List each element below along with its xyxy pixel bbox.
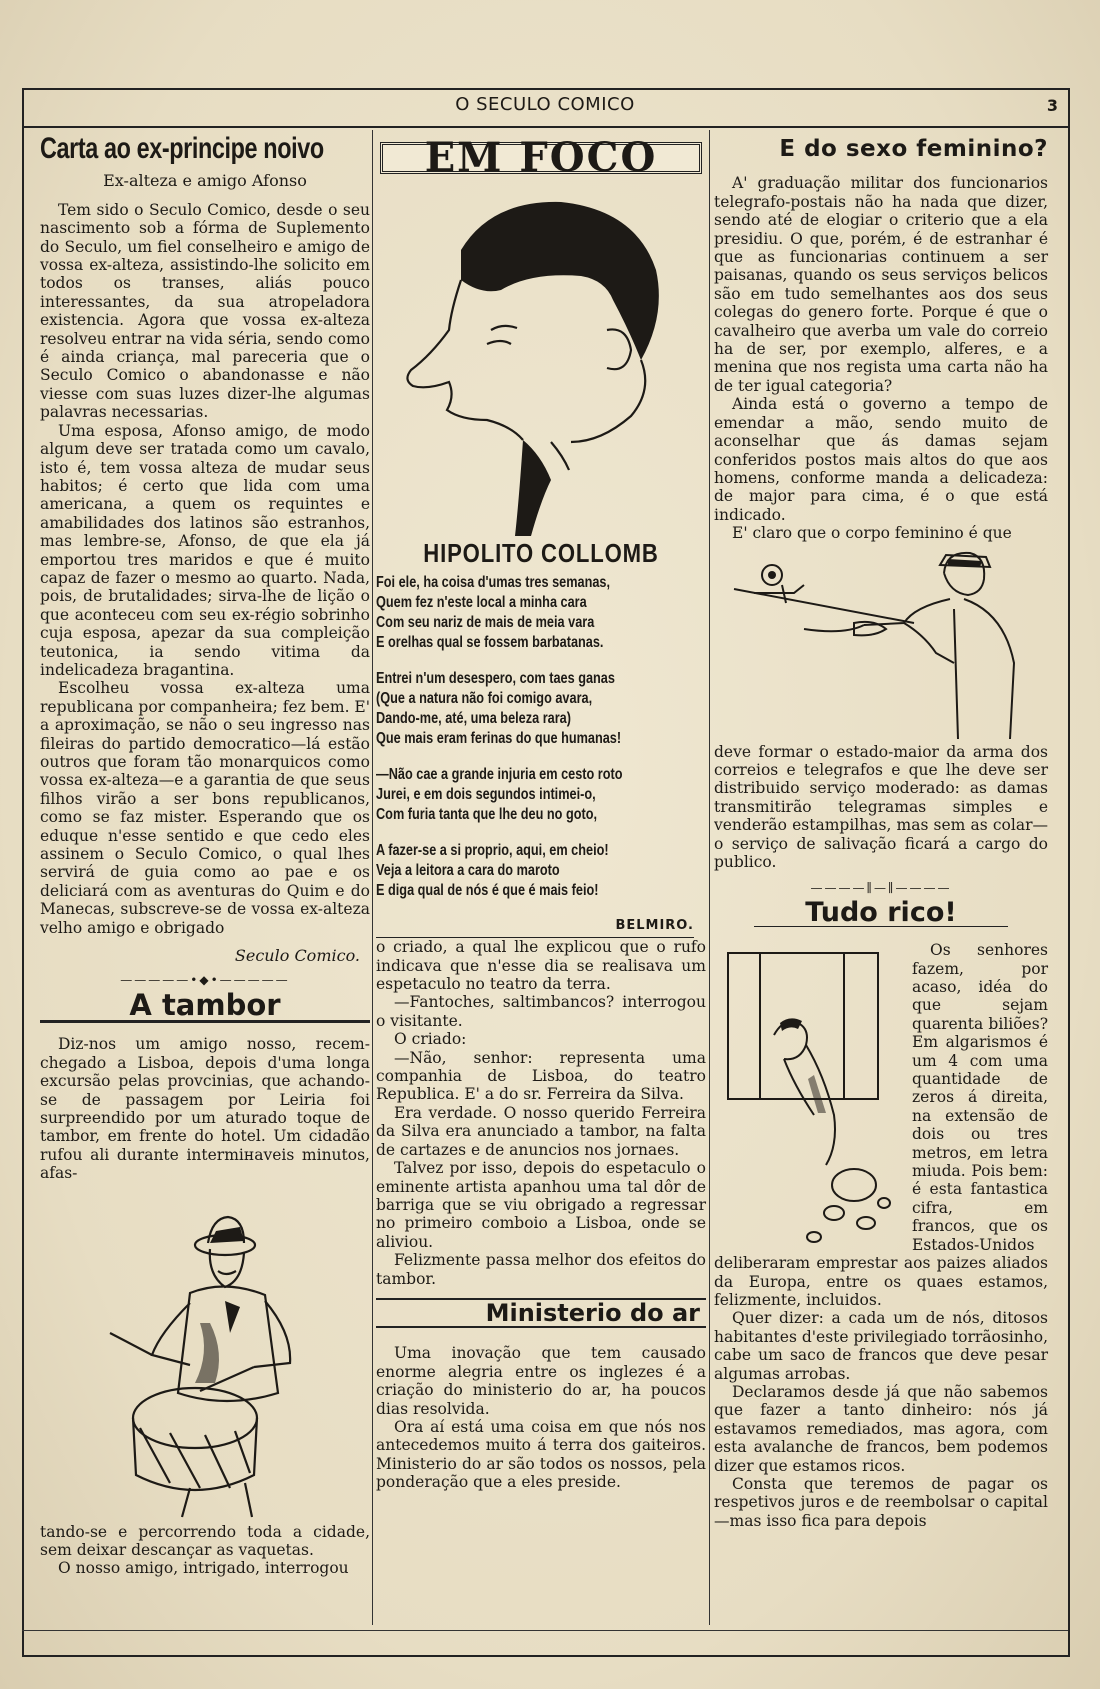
poem-line: Que mais eram ferinas do que humanas! xyxy=(376,729,622,747)
page-header xyxy=(22,88,1068,128)
tambor-continued-paragraph: O criado: xyxy=(394,1030,467,1049)
newspaper-title: O SECULO COMICO xyxy=(455,94,635,115)
portrait-caption: HIPOLITO COLLOMB xyxy=(423,538,659,569)
tambor-continued-paragraph: Talvez por isso, depois do espetaculo o eminente artista apanhou uma tal dôr de barriga que se viu obrigado a regressar no primeiro comboio a Lisboa, onde se aliviou. xyxy=(376,1159,706,1251)
tudo-paragraph: Quer dizer: a cada um de nós, ditosos habitantes d'este privilegiado torrãosinho, cabe um saco de francos que deve pesar algumas arrobas. xyxy=(714,1309,1048,1383)
tambor-continued-paragraph: o criado, a qual lhe explicou que o rufo indicava que n'esse dia se realisava um espetaculo no teatro da terra. xyxy=(376,938,706,994)
tambor-headline: A tambor xyxy=(129,987,281,1022)
poem-line: Dando-me, até, uma beleza rara) xyxy=(376,709,571,727)
column-divider xyxy=(709,130,710,1625)
sexo-paragraph: E' claro que o corpo feminino é que xyxy=(732,524,1012,543)
ministerio-paragraph: Ora aí está uma coisa em que nós nos antecedemos muito á terra dos gaiteiros. Ministerio do ar são todos os nossos, pela ponderação que a eles preside. xyxy=(376,1417,706,1492)
ornament-divider: ————∥—∥———— xyxy=(810,881,952,896)
tambor-continued-paragraph: —Não, senhor: representa uma companhia de Lisboa, do teatro Republica. E' a do sr. Ferreira da Silva. xyxy=(376,1048,706,1104)
drummer-illustration xyxy=(40,1183,370,1523)
poem-line: A fazer-se a si proprio, aqui, em cheio! xyxy=(376,841,609,859)
poem-line: Veja a leitora a cara do maroto xyxy=(376,861,560,879)
poem-stanza xyxy=(376,573,647,653)
poem-line: Jurei, e em dois segundos intimei-o, xyxy=(376,785,596,803)
ministerio-paragraph: Uma inovação que tem causado enorme alegria entre os inglezes é a criação do ministerio do ar, ha poucos dias resolvida. xyxy=(376,1344,706,1418)
carta-paragraph: Uma esposa, Afonso amigo, de modo algum deve ser tratada como um cavalo, isto é, tem vossa alteza de mudar seus habitos; é certo que lida com uma americana, a quem os requintes e amabilidades dos latinos são estranhos, mas lembre-se, Afonso, de que ela já emportou tres maridos e que é muito capaz de fazer o mesmo ao quarto. Nada, pois, de brutalidades; sirva-lhe de lição o que aconteceu com seu ex-régio sobrinho cuja esposa, apezar da sua compleição teutonica, ia sendo vitima da indelicadeza bragantina. xyxy=(40,421,370,679)
money-illustration-wrap xyxy=(714,945,904,1249)
carta-salutation: Ex-alteza e amigo Afonso xyxy=(103,171,307,191)
telegraph-illustration xyxy=(714,543,1048,743)
poem-line: Foi ele, ha coisa d'umas tres semanas, xyxy=(376,573,611,591)
column-divider xyxy=(372,130,373,1625)
carta-paragraph: Tem sido o Seculo Comico, desde o seu nascimento sob a fórma de Suplemento do Seculo, um fiel conselheiro e amigo de vossa ex-alteza, assistindo-lhe solicito em todos os transes, aliás pouco interessantes, da sua atropeladora existencia. Agora que vossa ex-alteza resolveu entrar na vida séria, sendo como é ainda criança, mal pareceria que o Seculo Comico o abandonasse e não viesse com suas luzes dizer-lhe algumas palavras necessarias. xyxy=(40,200,370,422)
caricature-portrait xyxy=(391,180,691,540)
tambor-continued-paragraph: Felizmente passa melhor dos efeitos do tambor. xyxy=(376,1251,706,1288)
tambor-continued-paragraph: —Fantoches, saltimbancos? interrogou o visitante. xyxy=(376,993,706,1030)
tambor-continued-paragraph: Era verdade. O nosso querido Ferreira da Silva era anunciado a tambor, na falta de cartazes e de anuncios nos jornaes. xyxy=(376,1103,706,1159)
column-center xyxy=(376,134,706,1492)
ornament-divider: —————•◆•————— xyxy=(120,973,290,988)
poem-stanza xyxy=(376,841,647,901)
tambor-paragraph: O nosso amigo, intrigado, interrogou xyxy=(58,1559,349,1578)
bottom-rule xyxy=(22,1630,1068,1631)
poem-line: E orelhas qual se fossem barbatanas. xyxy=(376,633,604,651)
tudo-paragraph: Consta que teremos de pagar os respetivos juros e de reembolsar o capital—mas isso fica para depois xyxy=(714,1474,1048,1530)
poem-line: —Não cae a grande injuria em cesto roto xyxy=(376,765,623,783)
poem-line: Com seu nariz de mais de meia vara xyxy=(376,613,595,631)
poem-line: Com furia tanta que lhe deu no goto, xyxy=(376,805,598,823)
page-number: 3 xyxy=(1046,96,1058,115)
sexo-headline: E do sexo feminino? xyxy=(779,136,1048,162)
poem-line: (Que a natura não foi comigo avara, xyxy=(376,689,593,707)
poem-line: Entrei n'um desespero, com taes ganas xyxy=(376,669,615,687)
money-window-illustration xyxy=(714,945,904,1245)
poem-line: E diga qual de nós é que é mais feio! xyxy=(376,881,599,899)
em-foco-title: EM FOCO xyxy=(380,142,702,174)
sexo-paragraph: Ainda está o governo a tempo de emendar a mão, sendo muito de aconselhar que ás damas sejam conferidos postos mais altos do que aos homens, conforme manda a delicadeza: de major para cima, é o que está indicado. xyxy=(714,395,1048,524)
sexo-paragraph: deve formar o estado-maior da arma dos correios e telegrafos e que lhe deve ser distribuido serviço moderado: as damas transmitirão telegramas simples e venderão estampilhas, mas sem as colar—o serviço de salivação ficará a cargo do publico. xyxy=(714,742,1048,871)
poem xyxy=(376,573,647,901)
carta-signature: Seculo Comico. xyxy=(234,946,360,966)
poem-stanza xyxy=(376,765,647,825)
column-right xyxy=(714,136,1048,1530)
tambor-paragraph: Diz-nos um amigo nosso, recem-chegado a Lisboa, depois d'uma longa excursão pelas provcinias, que achando-se de passagem por Leiria foi surpreendido por um aturado toque de tambor, em frente do hotel. Um cidadão rufou ali durante intermінaveis minutos, afas- xyxy=(40,1035,370,1183)
carta-headline: Carta ao ex-principe noivo xyxy=(40,132,324,165)
tudo-paragraph: Declaramos desde já que não sabemos que fazer a tanto dinheiro: nós já estavamos remediados, mas agora, com esta avalanche de francos, bem podemos dizer que estamos ricos. xyxy=(714,1382,1048,1475)
tudo-paragraph: Os senhores fazem, por acaso, idéa do que sejam quarenta biliões? Em algarismos é um 4 com uma quantidade de zeros á direita, na extensão de dois ou tres metros, em letra miuda. Pois bem: é esta fantastica cifra, em francos, que os Estados-Unidos deliberaram emprestar aos paizes aliados da Europa, entre os quaes estamos, felizmente, incluidos. xyxy=(714,941,1048,1309)
column-left xyxy=(40,132,370,1578)
tambor-paragraph: tando-se e percorrendo toda a cidade, sem deixar descançar as vaquetas. xyxy=(40,1522,370,1559)
poem-stanza xyxy=(376,669,647,749)
carta-paragraph: Escolheu vossa ex-alteza uma republicana por companheira; fez bem. E' a aproximação, se não o seu ingresso nas fileiras do partido democratico—lá estão outros que foram tão monarquicos como vossa ex-alteza—e a garantia de que seus filhos virão a ser bons republicanos, como se faz mister. Esperando que os eduque n'esse sentido e que cedo eles assinem o Seculo Comico, o qual lhes servirá de guia como ao pae e os deliciará com as aventuras do Quim e do Manecas, subscreve-se de vossa ex-alteza velho amigo e obrigado xyxy=(40,679,370,937)
poem-author: BELMIRO. xyxy=(376,917,694,938)
ministerio-headline: Ministerio do ar xyxy=(376,1298,706,1328)
sexo-paragraph: A' graduação militar dos funcionarios telegrafo-postais não ha nada que dizer, sendo até de elogiar o criterio que a ela presidiu. O que, porém, é de estranhar é que as funcionarias continuem a ser paisanas, quando os seus serviços belicos são em tudo semelhantes aos dos seus colegas do genero forte. Porque é que o cavalheiro que averba um vale do correio ha de ser, por exemplo, alferes, e a menina que nos regista uma carta não ha de ter igual categoria? xyxy=(714,174,1048,395)
poem-line: Quem fez n'este local a minha cara xyxy=(376,593,587,611)
tudo-rico-headline: Tudo rico! xyxy=(754,904,1008,927)
